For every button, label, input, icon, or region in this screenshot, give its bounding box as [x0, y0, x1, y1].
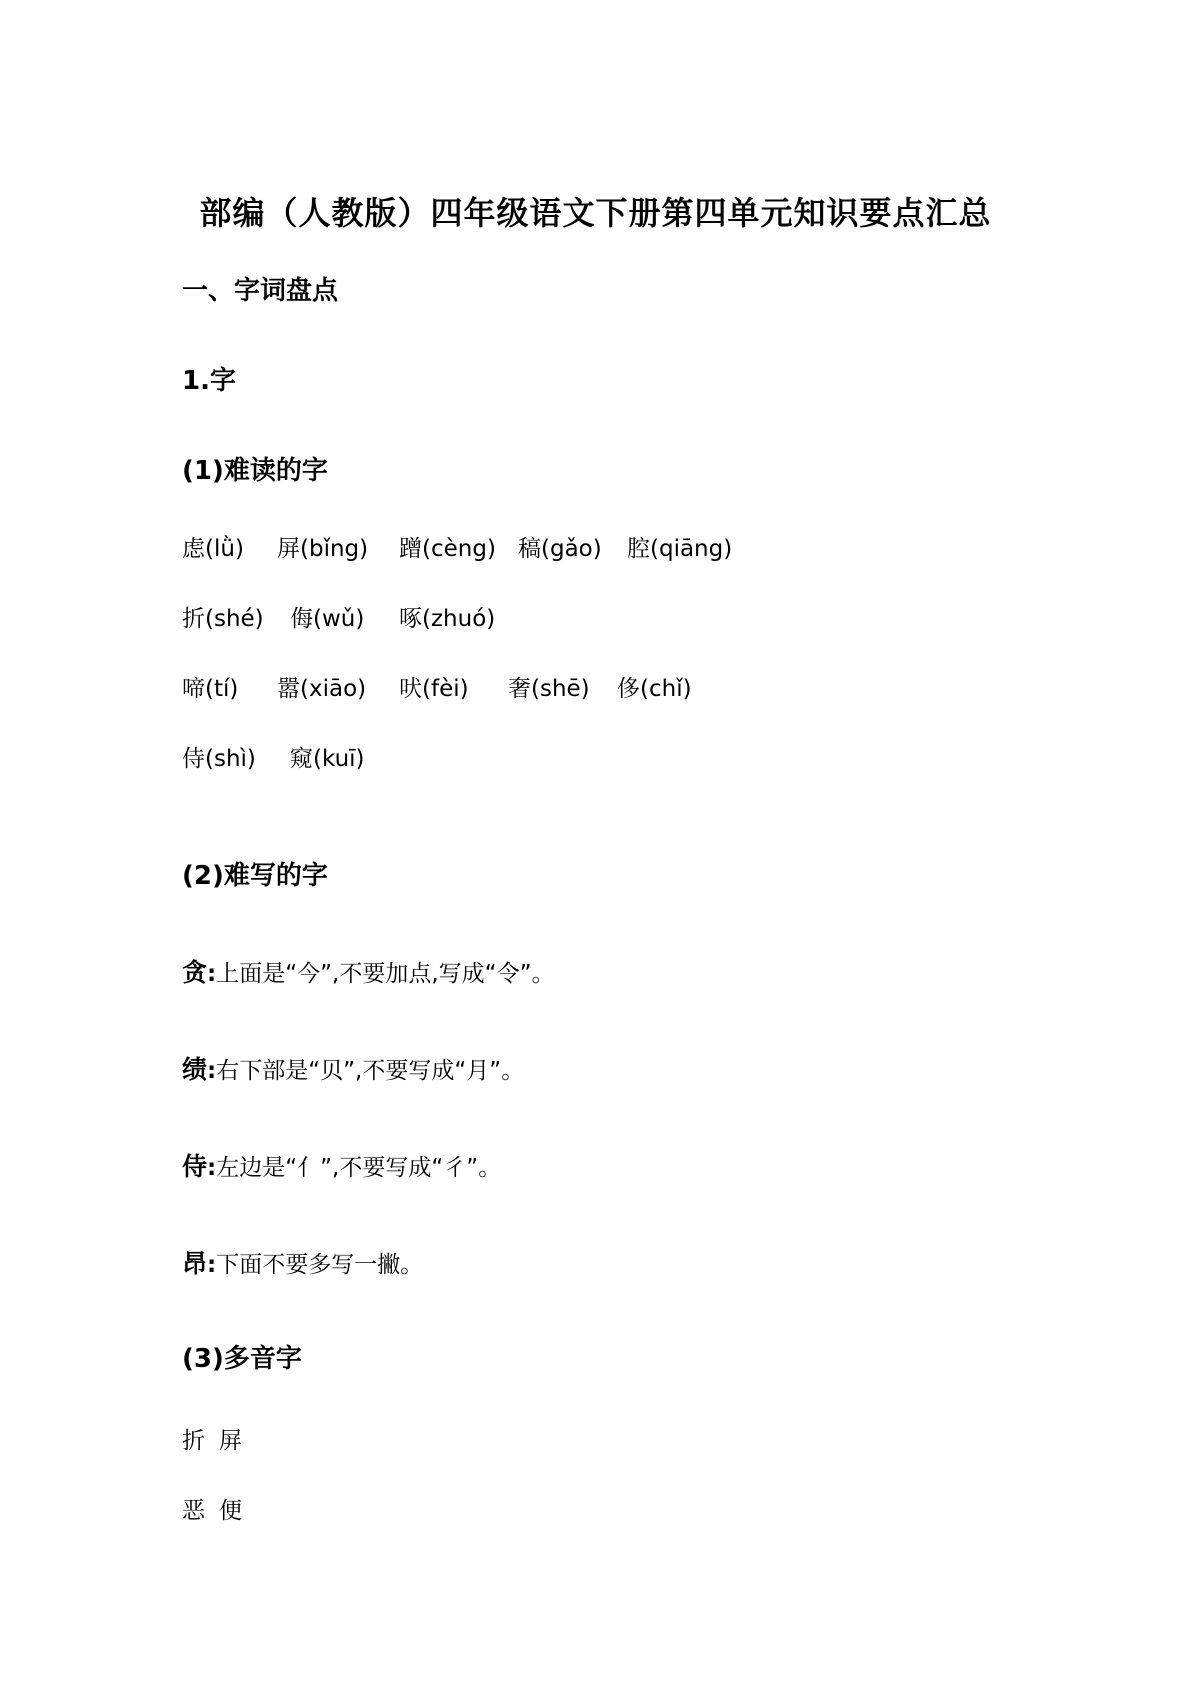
subheading-hard-to-read: (1)难读的字: [182, 456, 328, 486]
pinyin-item: 啼(tí): [182, 676, 239, 702]
polyphone-char: 折: [182, 1428, 205, 1454]
note-text: 下面不要多写一撇。: [216, 1252, 424, 1278]
writing-note: 贪:上面是“今”,不要加点,写成“令”。: [182, 958, 555, 987]
polyphone-char: 恶: [182, 1498, 205, 1524]
polyphone-char: 屏: [219, 1428, 242, 1454]
note-text: 左边是“亻”,不要写成“彳”。: [216, 1155, 502, 1181]
note-character: 绩: [182, 1055, 208, 1084]
pinyin-item: 侍(shì): [182, 746, 256, 772]
subheading-polyphones: (3)多音字: [182, 1344, 302, 1374]
writing-note: 绩:右下部是“贝”,不要写成“月”。: [182, 1055, 525, 1084]
pinyin-item: 虑(lǜ): [182, 536, 244, 562]
section-heading-word-review: 一、字词盘点: [182, 276, 339, 306]
pinyin-item: 屏(bǐng): [277, 536, 369, 562]
polyphone-row: [182, 1422, 256, 1455]
writing-note: 昂:下面不要多写一撇。: [182, 1249, 424, 1278]
note-text: 右下部是“贝”,不要写成“月”。: [216, 1058, 525, 1084]
writing-note: 侍:左边是“亻”,不要写成“彳”。: [182, 1152, 502, 1181]
note-character: 昂: [182, 1249, 208, 1278]
pinyin-item: 吠(fèi): [399, 676, 469, 702]
document-title: 部编（人教版）四年级语文下册第四单元知识要点汇总: [199, 194, 992, 232]
pinyin-item: 窥(kuī): [290, 746, 365, 772]
note-text: 上面是“今”,不要加点,写成“令”。: [216, 961, 555, 987]
pinyin-item: 稿(gǎo): [518, 536, 602, 562]
pinyin-item: 折(shé): [182, 606, 264, 632]
subheading-hard-to-write: (2)难写的字: [182, 861, 328, 891]
pinyin-item: 腔(qiāng): [627, 536, 733, 562]
pinyin-item: 啄(zhuó): [399, 606, 496, 632]
polyphone-row: [182, 1492, 256, 1525]
subheading-characters: 1.字: [182, 366, 236, 396]
note-character: 贪: [182, 958, 208, 987]
pinyin-item: 侮(wǔ): [290, 606, 365, 632]
polyphone-char: 便: [219, 1498, 242, 1524]
note-character: 侍: [182, 1152, 208, 1181]
pinyin-item: 奢(shē): [508, 676, 590, 702]
pinyin-item: 侈(chǐ): [617, 676, 692, 702]
pinyin-item: 嚣(xiāo): [277, 676, 367, 702]
pinyin-item: 蹭(cèng): [399, 536, 496, 562]
